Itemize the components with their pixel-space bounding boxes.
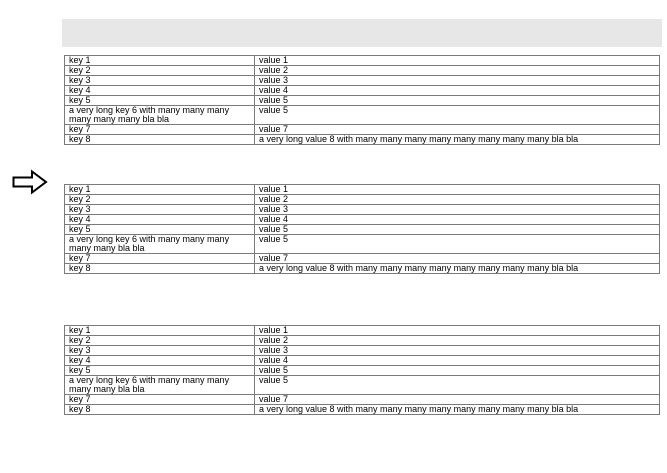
table-row <box>65 135 660 145</box>
value-cell: value 7 <box>255 395 660 405</box>
table-row <box>65 56 660 66</box>
value-cell: value 5 <box>255 366 660 376</box>
value-cell: value 3 <box>255 76 660 86</box>
key-cell: key 7 <box>65 125 255 135</box>
value-cell: value 7 <box>255 254 660 264</box>
table-row <box>65 336 660 346</box>
value-cell: value 4 <box>255 86 660 96</box>
key-cell: key 3 <box>65 205 255 215</box>
key-cell: key 1 <box>65 326 255 336</box>
value-cell: value 1 <box>255 56 660 66</box>
table-row <box>65 235 660 254</box>
value-cell: value 5 <box>255 225 660 235</box>
table-row <box>65 225 660 235</box>
value-cell: value 2 <box>255 195 660 205</box>
value-cell: a very long value 8 with many many many many many many many many bla bla <box>255 405 660 415</box>
key-cell: key 5 <box>65 225 255 235</box>
table-row <box>65 96 660 106</box>
value-cell: value 5 <box>255 96 660 106</box>
value-cell: value 5 <box>255 376 660 395</box>
value-cell: value 1 <box>255 326 660 336</box>
key-cell: a very long key 6 with many many many many many bla bla <box>65 235 255 254</box>
key-cell: key 2 <box>65 66 255 76</box>
key-cell: key 4 <box>65 215 255 225</box>
value-cell: value 1 <box>255 185 660 195</box>
value-cell: value 3 <box>255 205 660 215</box>
table-row <box>65 254 660 264</box>
value-cell: value 4 <box>255 356 660 366</box>
table-row <box>65 346 660 356</box>
key-value-table-2 <box>64 184 660 274</box>
header-bar <box>62 19 662 47</box>
value-cell: value 5 <box>255 235 660 254</box>
table-row <box>65 215 660 225</box>
key-cell: key 3 <box>65 346 255 356</box>
value-cell: value 5 <box>255 106 660 125</box>
table-row <box>65 195 660 205</box>
key-cell: key 2 <box>65 336 255 346</box>
table-row <box>65 376 660 395</box>
value-cell: a very long value 8 with many many many many many many many many bla bla <box>255 135 660 145</box>
value-cell: a very long value 8 with many many many many many many many many bla bla <box>255 264 660 274</box>
key-cell: key 3 <box>65 76 255 86</box>
key-cell: key 8 <box>65 135 255 145</box>
table-row <box>65 66 660 76</box>
key-cell: key 2 <box>65 195 255 205</box>
table-row <box>65 125 660 135</box>
right-arrow-outline-icon <box>12 169 48 195</box>
key-cell: key 1 <box>65 56 255 66</box>
table-row <box>65 264 660 274</box>
key-cell: a very long key 6 with many many many many many many bla bla <box>65 106 255 125</box>
value-cell: value 2 <box>255 336 660 346</box>
key-cell: key 7 <box>65 254 255 264</box>
key-cell: key 5 <box>65 366 255 376</box>
key-cell: a very long key 6 with many many many many many bla bla <box>65 376 255 395</box>
value-cell: value 7 <box>255 125 660 135</box>
table-row <box>65 356 660 366</box>
key-cell: key 1 <box>65 185 255 195</box>
value-cell: value 3 <box>255 346 660 356</box>
key-cell: key 4 <box>65 86 255 96</box>
table-row <box>65 205 660 215</box>
key-value-table-3 <box>64 325 660 415</box>
key-value-table-1 <box>64 55 660 145</box>
key-cell: key 5 <box>65 96 255 106</box>
table-row <box>65 76 660 86</box>
table-row <box>65 405 660 415</box>
value-cell: value 2 <box>255 66 660 76</box>
key-cell: key 7 <box>65 395 255 405</box>
table-row <box>65 86 660 96</box>
key-cell: key 4 <box>65 356 255 366</box>
table-row <box>65 106 660 125</box>
value-cell: value 4 <box>255 215 660 225</box>
key-cell: key 8 <box>65 405 255 415</box>
table-row <box>65 326 660 336</box>
key-cell: key 8 <box>65 264 255 274</box>
table-row <box>65 395 660 405</box>
table-row <box>65 185 660 195</box>
table-row <box>65 366 660 376</box>
